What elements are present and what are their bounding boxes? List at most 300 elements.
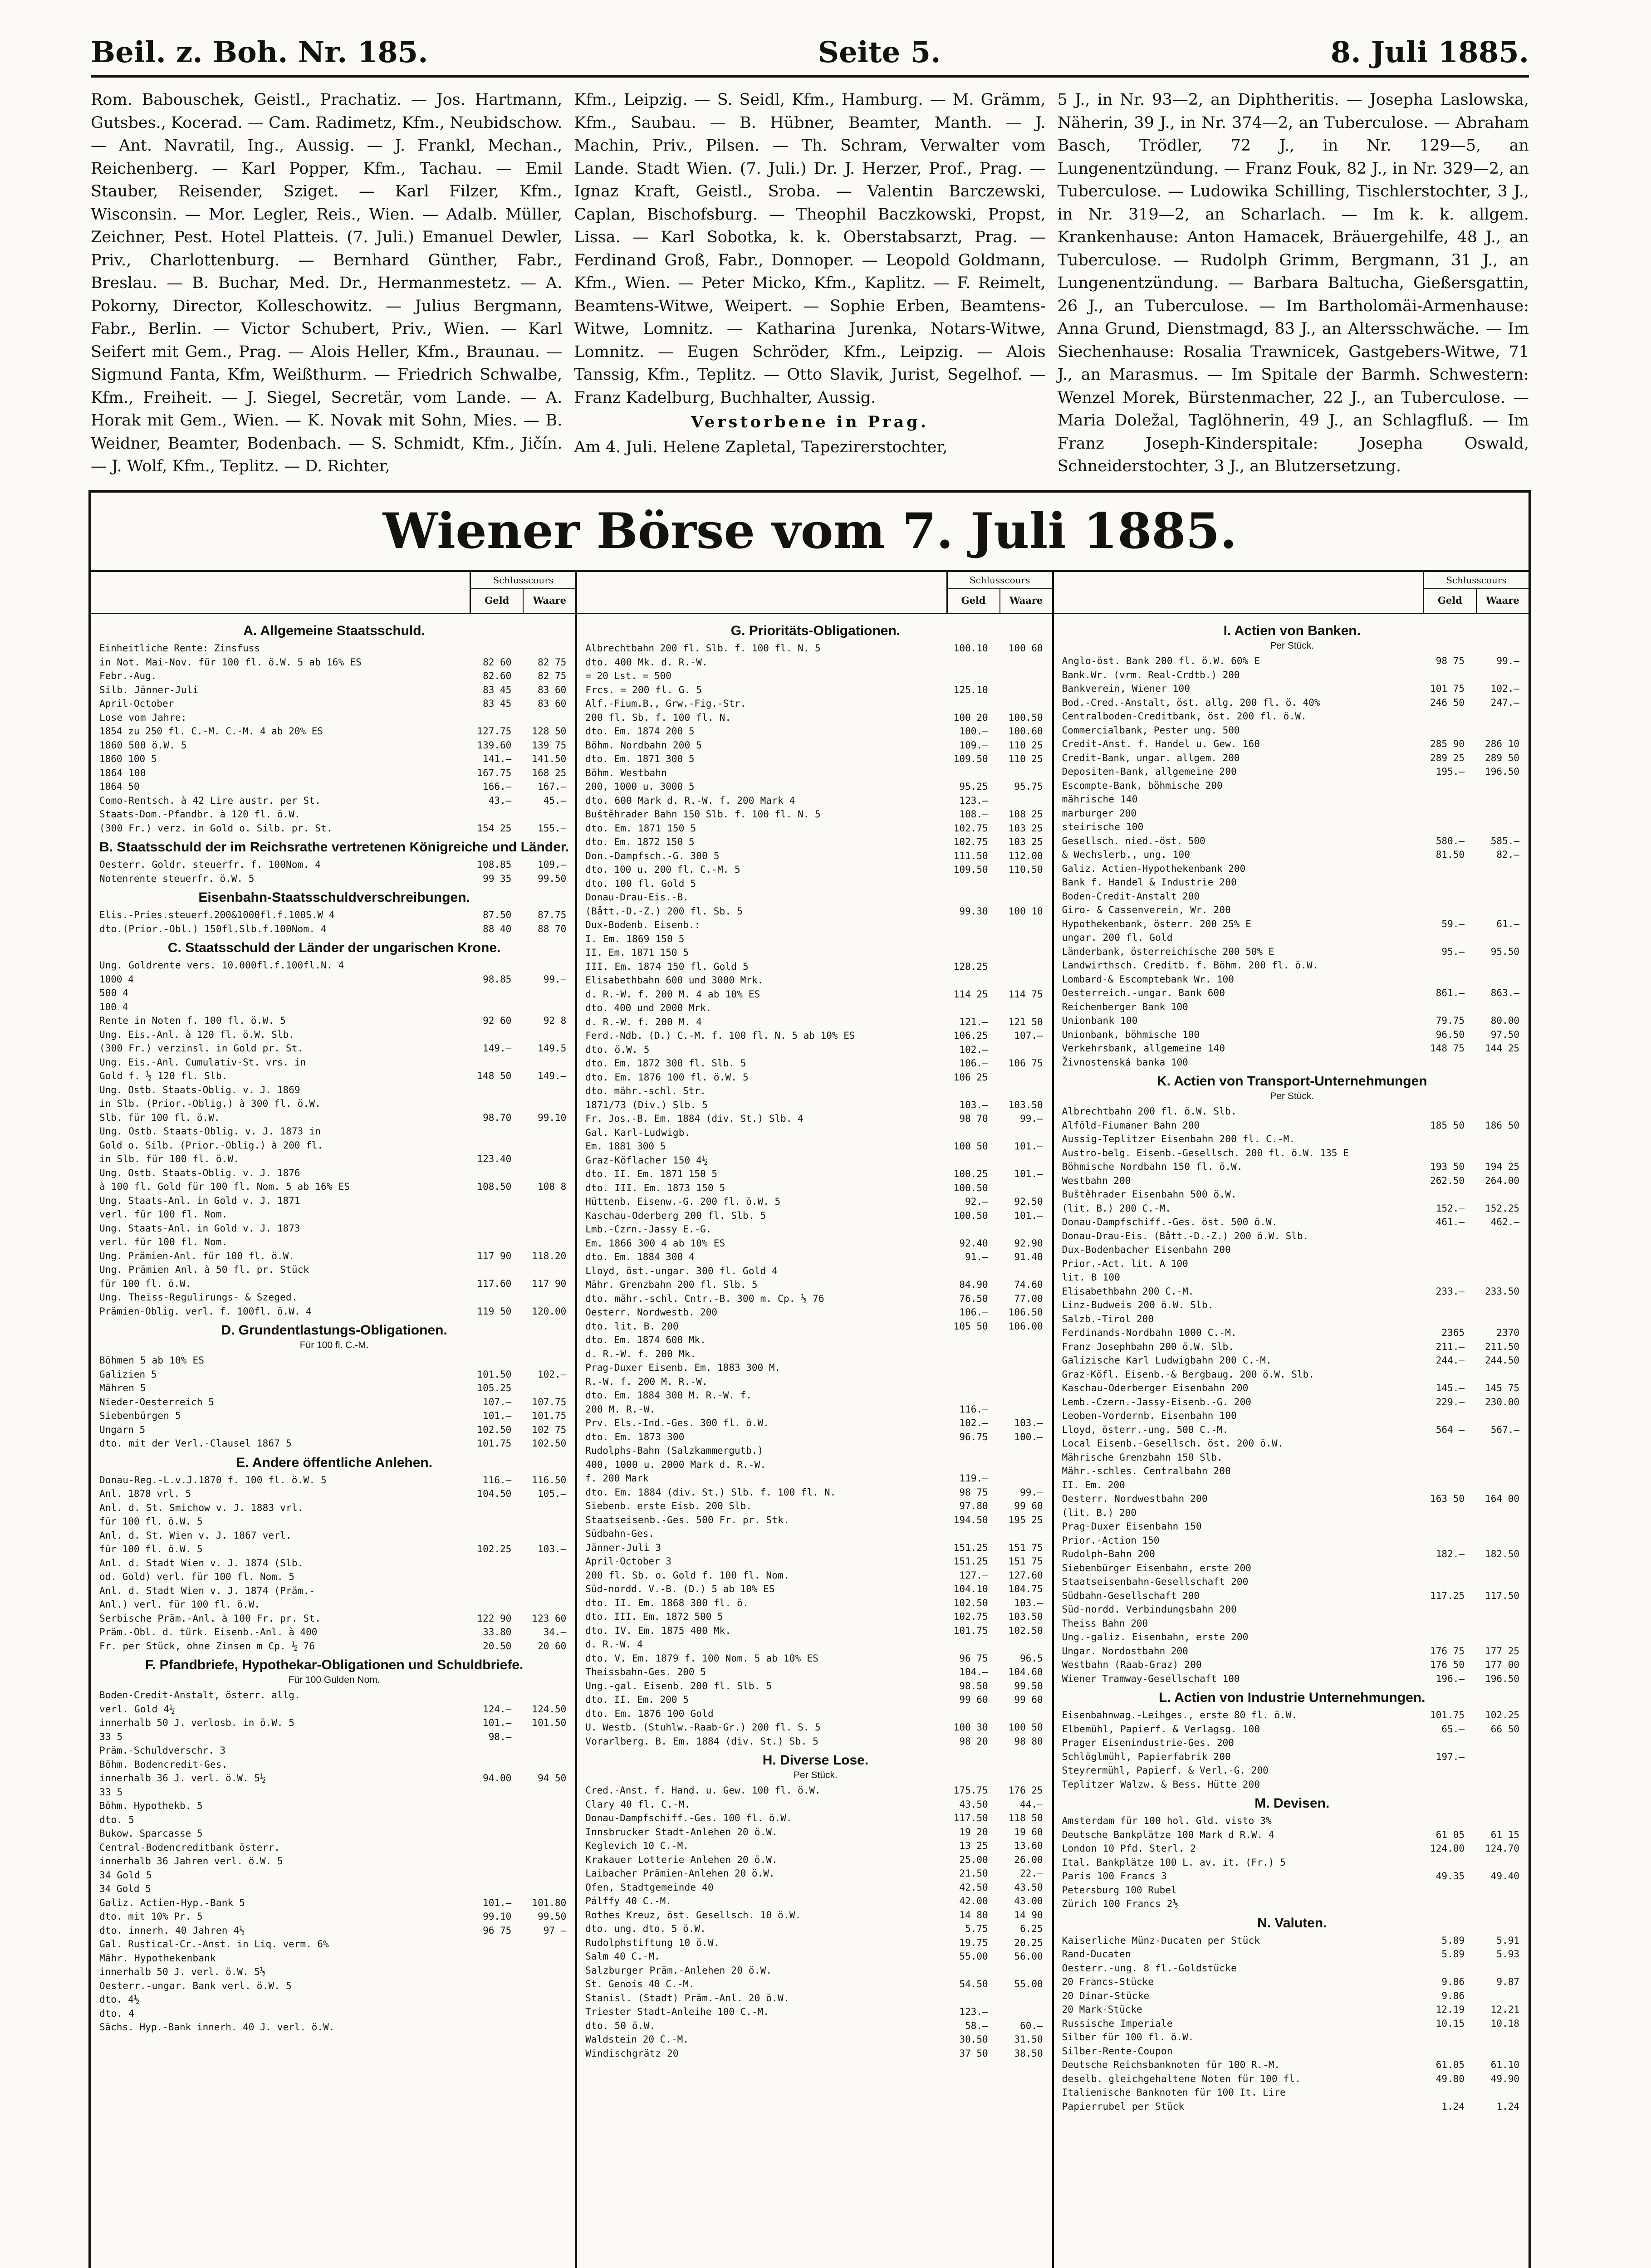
security-row: [585, 1936, 1045, 1950]
security-name: Credit-Anst. f. Handel u. Gew. 160: [1062, 738, 1260, 750]
security-name: III. Em. 1874 150 fl. Gold 5: [585, 961, 749, 972]
security-row: [585, 655, 1045, 670]
security-name: Anl. 1878 vrl. 5: [99, 1488, 191, 1500]
security-name: Silb. Jänner-Juli: [99, 684, 199, 695]
waare-price: 99.50: [538, 1911, 567, 1922]
security-row: [1062, 1644, 1522, 1658]
security-name: dto. Em. 1871 300 5: [585, 753, 695, 765]
security-row: [1062, 709, 1522, 723]
geld-price: 176 50: [1430, 1659, 1465, 1671]
security-row: [1062, 1354, 1522, 1368]
security-row: [99, 1542, 569, 1556]
security-row: [585, 1825, 1045, 1839]
security-name: Silber-Rente-Coupon: [1062, 2045, 1173, 2057]
waare-price: 19 60: [1014, 1826, 1043, 1838]
geld-price: 21.50: [959, 1868, 988, 1879]
security-row: [585, 960, 1045, 974]
geld-price: 109.—: [959, 739, 988, 751]
column-header: [91, 572, 575, 614]
security-row: [1062, 1778, 1522, 1792]
header-issue: Beil. z. Boh. Nr. 185.: [91, 35, 428, 69]
security-name: 400, 1000 u. 2000 Mark d. R.-W.: [585, 1459, 766, 1470]
waare-price: 77.00: [1014, 1293, 1043, 1304]
geld-price: 42.50: [959, 1882, 988, 1893]
security-name: Anl. d. St. Wien v. J. 1867 verl.: [99, 1530, 292, 1541]
geld-price: 76.50: [959, 1293, 988, 1304]
security-row: [585, 1569, 1045, 1583]
security-name: 34 Gold 5: [99, 1869, 152, 1881]
geld-price: 102.75: [953, 822, 988, 834]
geld-price: 96.75: [959, 1431, 988, 1442]
security-row: [1062, 1883, 1522, 1897]
security-name: Mähren 5: [99, 1383, 146, 1394]
security-name: Ung. Prämien Anl. à 50 fl. pr. Stück: [99, 1264, 309, 1276]
waare-price: 149.—: [538, 1070, 567, 1082]
section-heading: Eisenbahn-Staatsschuldverschreibungen.: [198, 890, 470, 905]
geld-price: 81.50: [1435, 849, 1465, 860]
geld-price: 102.—: [959, 1418, 988, 1429]
geld-price: 83 45: [483, 684, 512, 695]
security-name: Kaschau-Oderberg 200 fl. Slb. 5: [585, 1210, 766, 1221]
geld-price: 148 75: [1430, 1043, 1465, 1054]
waare-price: 155.—: [538, 822, 567, 834]
security-row: [1062, 1312, 1522, 1326]
geld-price: 94.00: [483, 1773, 512, 1784]
security-name: d. R.-W. f. 200 M. 4: [585, 1016, 702, 1027]
security-row: [99, 1487, 569, 1501]
security-row: [99, 1305, 569, 1319]
geld-price: 96 75: [959, 1652, 988, 1664]
security-name: Petersburg 100 Rubel: [1062, 1884, 1177, 1896]
section-subheading: Per Stück.: [1270, 1091, 1314, 1101]
geld-price: 88 40: [483, 923, 512, 934]
security-name: in Not. Mai-Nov. für 100 fl. ö.W. 5 ab 16% ES: [99, 656, 362, 668]
security-row: [1062, 792, 1522, 807]
security-row: [1062, 2003, 1522, 2017]
security-row: [585, 1139, 1045, 1154]
waare-price: 31.50: [1014, 2034, 1043, 2045]
geld-price: 176 75: [1430, 1645, 1465, 1657]
waare-price: 196.50: [1485, 766, 1519, 777]
security-row: [1062, 1764, 1522, 1778]
geld-price: 151.25: [953, 1542, 988, 1553]
security-name: Prämien-Oblig. verl. f. 100fl. ö.W. 4: [99, 1305, 312, 1317]
security-name: Pálffy 40 C.-M.: [585, 1896, 671, 1907]
geld-price: 101.75: [953, 1625, 988, 1636]
security-name: Anl. d. St. Smichow v. J. 1883 vrl.: [99, 1502, 304, 1513]
security-name: dto. ö.W. 5: [585, 1044, 650, 1055]
security-row: [99, 752, 569, 766]
security-row: [585, 1867, 1045, 1881]
security-row: [99, 1041, 569, 1056]
security-row: [1062, 1617, 1522, 1631]
security-row: [99, 1785, 569, 1799]
security-name: Prag-Duxer Eisenbahn 150: [1062, 1521, 1202, 1532]
security-row: [585, 1853, 1045, 1867]
geld-price: 87.50: [483, 909, 512, 921]
waare-price: 100.60: [1008, 726, 1043, 737]
security-name: Gold o. Silb. (Prior.-Oblig.) à 200 fl.: [99, 1139, 323, 1151]
security-name: Landwirthsch. Creditb. f. Böhm. 200 fl. ö.W.: [1062, 960, 1318, 971]
geld-price: 54.50: [959, 1979, 988, 1990]
security-name: Prior.-Act. lit. A 100: [1062, 1258, 1188, 1269]
waare-price: 100.—: [1014, 1431, 1043, 1442]
security-row: [585, 1430, 1045, 1444]
security-row: [585, 669, 1045, 683]
waare-price: 94 50: [538, 1773, 567, 1784]
security-name: April-October: [99, 698, 174, 709]
security-name: dto. Em. 1871 150 5: [585, 822, 696, 834]
security-row: [99, 1744, 569, 1758]
security-row: [585, 1278, 1045, 1292]
section-heading: K. Actien von Transport-Unternehmungen: [1157, 1074, 1427, 1089]
security-row: [585, 932, 1045, 946]
geld-price: 285 90: [1430, 738, 1465, 750]
page-header: [91, 32, 1529, 73]
geld-price: 117.50: [953, 1813, 988, 1824]
geld-price: 148 50: [477, 1070, 512, 1082]
security-name: dto. Em. 1874 600 Mk.: [585, 1334, 706, 1346]
security-name: Ung. Ostb. Staats-Oblig. v. J. 1876: [99, 1167, 300, 1178]
security-row: [99, 1639, 569, 1653]
security-row: [585, 1264, 1045, 1278]
security-name: dto. innerh. 40 Jahren 4½: [99, 1925, 245, 1936]
waare-price: 106 75: [1008, 1058, 1043, 1069]
security-name: Südbahn-Gesellschaft 200: [1062, 1590, 1200, 1601]
security-name: dto. 600 Mark d. R.-W. f. 200 Mark 4: [585, 795, 795, 806]
geld-price: 108.50: [477, 1181, 512, 1193]
waare-price: 101.—: [1014, 1168, 1043, 1180]
security-row: [1062, 1298, 1522, 1312]
waare-price: 88 70: [538, 923, 567, 934]
waare-label: Waare: [1486, 595, 1519, 606]
security-row: [1062, 917, 1522, 931]
security-row: [585, 1292, 1045, 1306]
security-name: dto. mit 10% Pr. 5: [99, 1911, 203, 1922]
waare-price: 112.00: [1008, 850, 1043, 861]
security-row: [99, 1529, 569, 1543]
geld-price: 108.85: [477, 859, 512, 870]
security-row: [1062, 848, 1522, 862]
security-row: [585, 849, 1045, 863]
geld-price: 195.—: [1435, 766, 1465, 777]
security-name: Como-Rentsch. à 42 Lire austr. per St.: [99, 795, 321, 806]
geld-price: 61.05: [1435, 2059, 1465, 2071]
security-name: Lose vom Jahre:: [99, 712, 187, 723]
security-name: Ung. Goldrente vers. 10.000fl.f.100fl.N. 4: [99, 960, 344, 971]
security-name: Sächs. Hyp.-Bank innerh. 40 J. verl. ö.W.: [99, 2022, 335, 2033]
security-name: Gesellsch. nied.-öst. 500: [1062, 835, 1205, 846]
geld-price: 461.—: [1435, 1217, 1465, 1228]
waare-price: 102 75: [532, 1424, 567, 1435]
geld-label: Geld: [948, 589, 1000, 613]
security-row: [1062, 1395, 1522, 1409]
security-row: [1062, 2058, 1522, 2072]
security-name: Frcs. = 200 fl. G. 5: [585, 684, 702, 695]
security-name: Cred.-Anst. f. Hand. u. Gew. 100 fl. ö.W.: [585, 1785, 821, 1796]
geld-price: 100.10: [953, 643, 988, 654]
geld-price: 95.25: [959, 781, 988, 792]
security-name: Rand-Ducaten: [1062, 1949, 1131, 1960]
stock-exchange-table: [88, 490, 1531, 2268]
waare-price: 103 25: [1008, 836, 1043, 848]
security-row: [585, 904, 1045, 919]
waare-price: 108 8: [538, 1181, 567, 1193]
geld-price: 104.—: [959, 1667, 988, 1678]
quote-header-label: Schlusscours: [1424, 572, 1529, 589]
security-name: d. R.-W. f. 200 Mk.: [585, 1348, 696, 1359]
geld-price: 100 30: [953, 1722, 988, 1733]
security-row: [1062, 1257, 1522, 1271]
security-row: [99, 1556, 569, 1570]
security-row: [1062, 1975, 1522, 1989]
security-name: 1871/73 (Div.) Slb. 5: [585, 1099, 708, 1110]
security-row: [1062, 1028, 1522, 1042]
security-name: Albrechtbahn 200 fl. ö.W. Slb.: [1062, 1106, 1237, 1117]
section-heading: H. Diverse Lose.: [762, 1753, 869, 1768]
security-row: [1062, 958, 1522, 973]
waare-price: 55.00: [1014, 1979, 1043, 1990]
waare-price: 107.75: [532, 1396, 567, 1408]
security-row: [585, 1486, 1045, 1500]
security-name: = 20 Lst. = 500: [585, 670, 671, 682]
geld-price: 5.89: [1441, 1935, 1465, 1946]
security-name: 1860 500 ö.W. 5: [99, 739, 187, 751]
security-name: Galiz. Actien-Hypothekenbank 200: [1062, 863, 1246, 874]
security-row: [585, 821, 1045, 836]
security-row: [585, 1894, 1045, 1908]
security-name: U. Westb. (Stuhlw.-Raab-Gr.) 200 fl. S. 5: [585, 1722, 821, 1733]
waare-price: 167.—: [538, 781, 567, 792]
security-row: [585, 1499, 1045, 1513]
security-name: Lombard-& Escomptebank Wr. 100: [1062, 973, 1234, 985]
waare-price: 100 50: [1008, 1722, 1043, 1733]
security-row: [99, 655, 569, 670]
security-name: à 100 fl. Gold für 100 fl. Nom. 5 ab 16% ES: [99, 1181, 350, 1193]
security-name: Deutsche Bankplätze 100 Mark d R.W. 4: [1062, 1829, 1274, 1840]
security-row: [585, 738, 1045, 753]
security-row: [1062, 1381, 1522, 1395]
geld-price: 97.80: [959, 1501, 988, 1512]
security-name: innerhalb 50 J. verl. ö.W. 5½: [99, 1966, 266, 1978]
geld-price: 12.19: [1435, 2004, 1465, 2015]
security-row: [99, 1799, 569, 1813]
waare-price: 110 25: [1008, 753, 1043, 765]
security-row: [1062, 1575, 1522, 1589]
security-name: Anl.) verl. für 100 fl. ö.W.: [99, 1599, 260, 1610]
security-name: Mährische Grenzbahn 150 Slb.: [1062, 1452, 1223, 1463]
security-row: [1062, 1842, 1522, 1856]
security-row: [99, 780, 569, 794]
security-name: Austro-belg. Eisenb.-Gesellsch. 200 fl. ö.W. 135 E: [1062, 1147, 1349, 1158]
security-name: Italienische Banknoten für 100 It. Lire: [1062, 2087, 1286, 2098]
geld-price: 42.00: [959, 1896, 988, 1907]
security-row: [1062, 1464, 1522, 1478]
geld-price: 43.—: [488, 795, 512, 806]
security-row: [99, 1473, 569, 1487]
security-row: [99, 1014, 569, 1028]
security-row: [585, 1527, 1045, 1541]
geld-price: 98.85: [483, 973, 512, 985]
waare-price: 103.—: [1014, 1418, 1043, 1429]
geld-price: 92.40: [959, 1237, 988, 1249]
security-row: [1062, 862, 1522, 876]
security-name: Ung. Eis.-Anl. à 120 fl. ö.W. Slb.: [99, 1029, 294, 1040]
security-name: Theiss Bahn 200: [1062, 1618, 1148, 1629]
waare-price: 106.50: [1008, 1307, 1043, 1318]
security-row: [99, 724, 569, 738]
waare-price: 152.25: [1485, 1202, 1519, 1214]
geld-price: 95.—: [1441, 946, 1465, 957]
security-name: Elisabethbahn 200 C.-M.: [1062, 1286, 1194, 1297]
security-name: dto. Em. 1872 300 fl. Slb. 5: [585, 1058, 746, 1069]
security-row: [585, 1652, 1045, 1666]
waare-price: 96.5: [1020, 1652, 1043, 1664]
waare-price: 139 75: [532, 739, 567, 751]
security-name: Staatseisenbahn-Gesellschaft 200: [1062, 1576, 1249, 1588]
section-heading: I. Actien von Banken.: [1223, 623, 1361, 638]
security-row: [1062, 2044, 1522, 2058]
geld-price: 20.50: [483, 1640, 512, 1652]
security-row: [585, 1154, 1045, 1168]
waare-price: 74.60: [1014, 1279, 1043, 1290]
waare-price: 99.—: [543, 973, 567, 985]
security-row: [99, 1688, 569, 1702]
waare-price: 83 60: [538, 684, 567, 695]
security-row: [99, 1194, 569, 1208]
security-row: [585, 697, 1045, 711]
waare-price: 99.10: [538, 1112, 567, 1123]
geld-price: 99 35: [483, 873, 512, 884]
security-name: Ung.-gal. Eisenb. 200 fl. Slb. 5: [585, 1680, 772, 1691]
geld-price: 84.90: [959, 1279, 988, 1290]
security-row: [1062, 1014, 1522, 1028]
geld-price: 19.75: [959, 1937, 988, 1948]
security-row: [99, 1277, 569, 1291]
security-row: [99, 1896, 569, 1910]
waare-price: 60.—: [1020, 2020, 1043, 2031]
security-name: Prager Eisenindustrie-Ges. 200: [1062, 1737, 1234, 1749]
waare-price: 103.50: [1008, 1611, 1043, 1623]
security-name: Staats-Dom.-Pfandbr. à 120 fl. ö.W.: [99, 809, 300, 820]
security-name: 200 M. R.-W.: [585, 1403, 656, 1415]
security-name: in Slb. für 100 fl. ö.W.: [99, 1154, 240, 1165]
waare-price: 100 60: [1008, 643, 1043, 654]
geld-price: 167.75: [477, 767, 512, 778]
section-subheading: Per Stück.: [794, 1770, 838, 1780]
security-name: dto. V. Em. 1879 f. 100 Nom. 5 ab 10% ES: [585, 1652, 819, 1664]
security-row: [99, 1111, 569, 1125]
exchange-column-1: [91, 572, 577, 2268]
security-row: [585, 1582, 1045, 1596]
security-name: dto. 400 Mk. d. R.-W.: [585, 656, 708, 668]
waare-label: Waare: [1009, 595, 1043, 606]
security-row: [1062, 1160, 1522, 1174]
security-row: [1062, 2100, 1522, 2114]
waare-price: 99.—: [1020, 1113, 1043, 1124]
security-row: [99, 1702, 569, 1716]
security-name: Amsterdam für 100 hol. Gld. visto 3%: [1062, 1815, 1272, 1827]
paragraph: Rom. Babouschek, Geistl., Prachatiz. — Jos. Hartmann, Gutsbes., Kocerad. — Cam. Radimetz, Kfm., Neubidschow. — Ant. Navratil, Ing., Aussig. — J. Frankl, Mechan., Reichenberg. — Karl Popper, Kfm., Tachau. — Emil Stauber, Reisender, Sziget. — Karl Filzer, Kfm., Wisconsin. — Mor. Legler, Reis., Wien. — Adalb. Müller, Zeichner, Pest.: [91, 91, 563, 246]
security-row: [1062, 1547, 1522, 1561]
geld-price: 100.25: [953, 1168, 988, 1180]
security-row: [99, 872, 569, 886]
security-row: [585, 835, 1045, 849]
security-row: [585, 1416, 1045, 1430]
security-name: innerhalb 36 J. verl. ö.W. 5½: [99, 1773, 266, 1784]
geld-price: 83 45: [483, 698, 512, 709]
waare-price: 66 50: [1490, 1723, 1519, 1735]
security-row: [585, 1070, 1045, 1085]
waare-price: 233.50: [1485, 1286, 1519, 1297]
geld-price: 123.—: [959, 2006, 988, 2018]
security-name: Bank.Wr. (vrm. Real-Crdtb.) 200: [1062, 669, 1240, 680]
waare-price: 151 75: [1008, 1556, 1043, 1567]
security-name: innerhalb 50 J. verlosb. in ö.W. 5: [99, 1717, 294, 1729]
security-name: Oesterr. Goldr. steuerfr. f. 100Nom. 4: [99, 859, 321, 870]
geld-price: 82.60: [483, 670, 512, 682]
security-row: [99, 1979, 569, 1993]
security-row: [99, 766, 569, 780]
security-name: Graz-Köflacher 150 4½: [585, 1154, 708, 1166]
waare-price: 289 50: [1485, 752, 1519, 763]
waare-price: 97 —: [543, 1925, 567, 1936]
security-name: 200 fl. Sb. f. 100 fl. N.: [585, 712, 731, 723]
security-name: II. Em. 1871 150 5: [585, 947, 689, 958]
geld-price: 2365: [1441, 1327, 1465, 1339]
waare-price: 195 25: [1008, 1514, 1043, 1525]
security-row: [1062, 1520, 1522, 1534]
waare-price: 120.00: [532, 1305, 567, 1317]
waare-price: 9.87: [1496, 1976, 1519, 1988]
waare-price: 49.40: [1490, 1871, 1519, 1882]
security-row: [585, 987, 1045, 1002]
geld-price: 55.00: [959, 1951, 988, 1962]
geld-price: 580.—: [1435, 835, 1465, 846]
security-row: [585, 946, 1045, 960]
security-name: Unionbank 100: [1062, 1015, 1138, 1026]
security-name: dto. 100 fl. Gold 5: [585, 878, 696, 889]
security-row: [585, 1596, 1045, 1610]
geld-price: 106.—: [959, 1058, 988, 1069]
security-name: Don.-Dampfsch.-G. 300 5: [585, 850, 720, 861]
security-row: [99, 1598, 569, 1612]
security-name: Gal. Karl-Ludwigb.: [585, 1127, 691, 1138]
security-name: dto. 50 ö.W.: [585, 2020, 656, 2031]
security-name: Ung. Ostb. Staats-Oblig. v. J. 1873 in: [99, 1126, 321, 1137]
security-name: Siebenbürgen 5: [99, 1410, 181, 1422]
security-row: [99, 1965, 569, 1979]
security-row: [585, 1908, 1045, 1922]
security-row: [1062, 765, 1522, 779]
security-name: Alföld-Fiumaner Bahn 200: [1062, 1119, 1200, 1131]
security-row: [585, 1991, 1045, 2005]
security-name: Verkehrsbank, allgemeine 140: [1062, 1043, 1225, 1054]
security-name: Aussig-Teplitzer Eisenbahn 200 fl. C.-M.: [1062, 1134, 1295, 1145]
security-name: Böhm. Bodencredit-Ges.: [99, 1759, 228, 1770]
security-name: Böhm. Westbahn: [585, 767, 667, 778]
geld-price: 564 —: [1435, 1424, 1465, 1435]
geld-price: 122 90: [477, 1613, 512, 1624]
security-row: [585, 1735, 1045, 1749]
waare-price: 99 60: [1014, 1694, 1043, 1706]
geld-price: 30.50: [959, 2034, 988, 2045]
security-name: II. Em. 200: [1062, 1479, 1125, 1491]
waare-price: 102.—: [538, 1369, 567, 1380]
security-row: [585, 2033, 1045, 2047]
security-name: 200 fl. Sb. o. Gold f. 100 fl. Nom.: [585, 1569, 789, 1581]
text-column-3: [1057, 88, 1529, 475]
